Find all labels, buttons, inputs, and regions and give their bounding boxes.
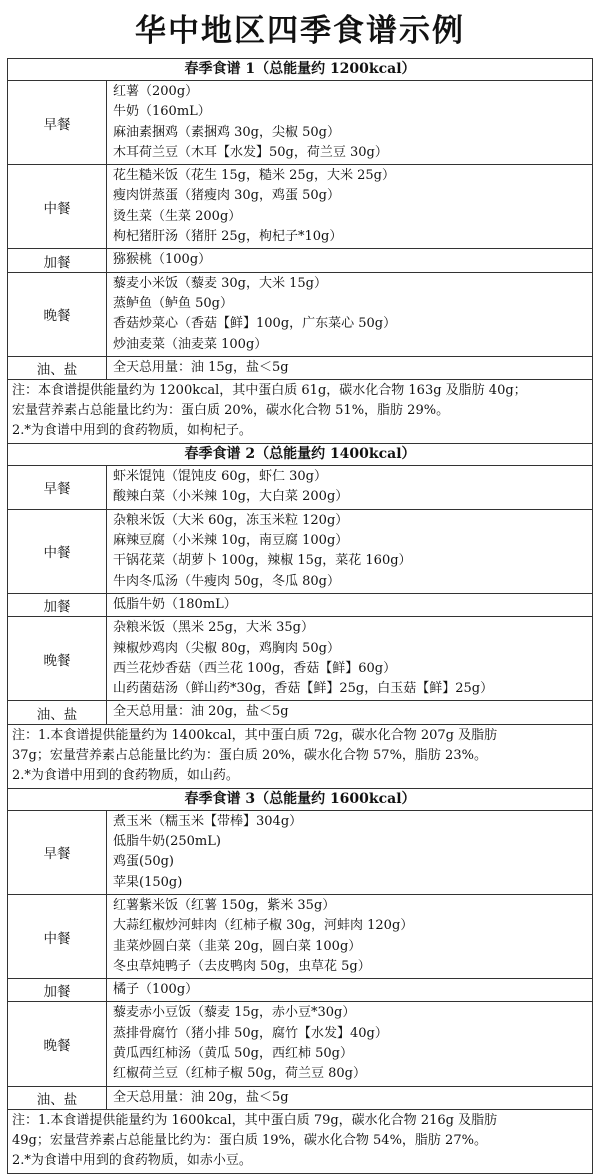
meal-items <box>107 249 593 272</box>
meal-item: 麻辣豆腐（小米辣 10g，南豆腐 100g） <box>113 533 349 549</box>
meal-item: 山药菌菇汤（鲜山药*30g，香菇【鲜】25g，白玉菇【鲜】25g） <box>113 681 494 697</box>
meal-items <box>107 81 593 165</box>
meal-item: 蒸排骨腐竹（猪小排 50g，腐竹【水发】40g） <box>113 1025 388 1041</box>
meal-item: 低脂牛奶(250mL) <box>113 834 221 850</box>
meal-row-snack <box>8 979 593 1002</box>
meal-items <box>107 272 593 356</box>
meal-name: 晚餐 <box>8 272 107 356</box>
meal-name: 油、盐 <box>8 1086 107 1109</box>
meal-row-oil-salt <box>8 356 593 379</box>
note-line: 注：1.本食谱提供能量约为 1600kcal，其中蛋白质 79g，碳水化合物 216g 及脂肪 <box>12 1112 498 1128</box>
meal-item: 全天总用量：油 15g，盐＜5g <box>113 359 289 375</box>
meal-item: 杂粮米饭（大米 60g，冻玉米粒 120g） <box>113 512 349 528</box>
meal-row-snack <box>8 249 593 272</box>
note-line: 2.*为食谱中用到的食药物质，如赤小豆。 <box>12 1152 252 1168</box>
meal-row-breakfast <box>8 81 593 165</box>
meal-row-dinner <box>8 1002 593 1086</box>
meal-item: 杂粮米饭（黑米 25g，大米 35g） <box>113 620 314 636</box>
meal-items <box>107 1086 593 1109</box>
meal-items <box>107 979 593 1002</box>
meal-item: 虾米馄饨（馄饨皮 60g，虾仁 30g） <box>113 469 327 485</box>
meal-item: 藜麦小米饭（藜麦 30g，大米 15g） <box>113 275 327 291</box>
meal-item: 酸辣白菜（小米辣 10g，大白菜 200g） <box>113 489 349 505</box>
note-line: 37g；宏量营养素占总能量比约为：蛋白质 20%，碳水化合物 57%，脂肪 23%。 <box>12 747 487 763</box>
section-title: 春季食谱 1（总能量约 1200kcal） <box>8 59 593 81</box>
note-line: 49g；宏量营养素占总能量比约为：蛋白质 19%，碳水化合物 54%，脂肪 27%。 <box>12 1132 487 1148</box>
meal-item: 干锅花菜（胡萝卜 100g，辣椒 15g，菜花 160g） <box>113 553 412 569</box>
meal-row-breakfast <box>8 466 593 510</box>
meal-name: 晚餐 <box>8 1002 107 1086</box>
meal-items <box>107 701 593 724</box>
meal-item: 牛奶（160mL） <box>113 104 211 120</box>
nutrition-note <box>8 380 593 444</box>
note-row <box>8 724 593 788</box>
recipe-table <box>7 58 593 1174</box>
meal-item: 红椒荷兰豆（红柿子椒 50g，荷兰豆 80g） <box>113 1066 366 1082</box>
meal-items <box>107 810 593 894</box>
meal-name: 油、盐 <box>8 701 107 724</box>
meal-name: 晚餐 <box>8 617 107 701</box>
meal-item: 鸡蛋(50g) <box>113 854 175 870</box>
meal-item: 低脂牛奶（180mL） <box>113 596 237 612</box>
meal-name: 中餐 <box>8 165 107 249</box>
meal-item: 苹果(150g) <box>113 874 183 890</box>
meal-row-breakfast <box>8 810 593 894</box>
meal-item: 木耳荷兰豆（木耳【水发】50g，荷兰豆 30g） <box>113 144 388 160</box>
meal-row-oil-salt <box>8 1086 593 1109</box>
note-row <box>8 380 593 444</box>
meal-items <box>107 356 593 379</box>
meal-item: 瘦肉饼蒸蛋（猪瘦肉 30g，鸡蛋 50g） <box>113 188 340 204</box>
meal-row-lunch <box>8 165 593 249</box>
meal-item: 香菇炒菜心（香菇【鲜】100g，广东菜心 50g） <box>113 316 397 332</box>
meal-item: 红薯紫米饭（红薯 150g，紫米 35g） <box>113 897 336 913</box>
section-title-row <box>8 788 593 810</box>
meal-item: 枸杞猪肝汤（猪肝 25g，枸杞子*10g） <box>113 229 343 245</box>
note-line: 注：本食谱提供能量约为 1200kcal，其中蛋白质 61g，碳水化合物 163g 及脂肪 40g； <box>12 383 527 399</box>
meal-row-lunch <box>8 509 593 593</box>
meal-name: 中餐 <box>8 894 107 978</box>
meal-name: 加餐 <box>8 593 107 616</box>
section-title: 春季食谱 3（总能量约 1600kcal） <box>8 788 593 810</box>
meal-row-oil-salt <box>8 701 593 724</box>
meal-item: 烫生菜（生菜 200g） <box>113 208 242 224</box>
meal-item: 全天总用量：油 20g，盐＜5g <box>113 1089 289 1105</box>
meal-item: 牛肉冬瓜汤（牛瘦肉 50g，冬瓜 80g） <box>113 573 340 589</box>
meal-row-lunch <box>8 894 593 978</box>
meal-items <box>107 1002 593 1086</box>
meal-item: 西兰花炒香菇（西兰花 100g，香菇【鲜】60g） <box>113 660 397 676</box>
meal-row-dinner <box>8 272 593 356</box>
meal-item: 红薯（200g） <box>113 84 199 99</box>
meal-item: 冬虫草炖鸭子（去皮鸭肉 50g，虫草花 5g） <box>113 958 371 974</box>
meal-item: 藜麦赤小豆饭（藜麦 15g，赤小豆*30g） <box>113 1005 356 1021</box>
recipe-table-body <box>8 59 593 1174</box>
nutrition-note <box>8 1109 593 1173</box>
meal-items <box>107 593 593 616</box>
meal-item: 橘子（100g） <box>113 982 199 998</box>
meal-item: 花生糙米饭（花生 15g，糙米 25g，大米 25g） <box>113 168 395 184</box>
meal-item: 大蒜红椒炒河蚌肉（红柿子椒 30g，河蚌肉 120g） <box>113 918 414 934</box>
meal-item: 辣椒炒鸡肉（尖椒 80g，鸡胸肉 50g） <box>113 640 340 656</box>
note-line: 2.*为食谱中用到的食药物质，如枸杞子。 <box>12 423 252 439</box>
page-title: 华中地区四季食谱示例 <box>135 13 465 49</box>
meal-name: 中餐 <box>8 509 107 593</box>
meal-items <box>107 509 593 593</box>
meal-items <box>107 466 593 510</box>
nutrition-note <box>8 724 593 788</box>
meal-items <box>107 617 593 701</box>
meal-row-snack <box>8 593 593 616</box>
meal-item: 黄瓜西红柿汤（黄瓜 50g，西红柿 50g） <box>113 1045 353 1061</box>
meal-item: 麻油素捆鸡（素捆鸡 30g，尖椒 50g） <box>113 124 340 140</box>
note-row <box>8 1109 593 1173</box>
meal-item: 煮玉米（糯玉米【带棒】304g） <box>113 813 303 829</box>
meal-name: 加餐 <box>8 249 107 272</box>
meal-name: 油、盐 <box>8 356 107 379</box>
meal-items <box>107 894 593 978</box>
note-line: 2.*为食谱中用到的食药物质，如山药。 <box>12 767 239 783</box>
note-line: 宏量营养素占总能量比约为：蛋白质 20%，碳水化合物 51%，脂肪 29%。 <box>12 403 450 419</box>
meal-name: 早餐 <box>8 466 107 510</box>
meal-name: 早餐 <box>8 81 107 165</box>
section-title-row <box>8 59 593 81</box>
meal-item: 蒸鲈鱼（鲈鱼 50g） <box>113 295 233 311</box>
meal-name: 加餐 <box>8 979 107 1002</box>
note-line: 注：1.本食谱提供能量约为 1400kcal，其中蛋白质 72g，碳水化合物 207g 及脂肪 <box>12 727 498 743</box>
section-title: 春季食谱 2（总能量约 1400kcal） <box>8 444 593 466</box>
meal-item: 猕猴桃（100g） <box>113 252 212 268</box>
meal-items <box>107 165 593 249</box>
section-title-row <box>8 444 593 466</box>
meal-row-dinner <box>8 617 593 701</box>
meal-item: 炒油麦菜（油麦菜 100g） <box>113 336 268 352</box>
meal-item: 全天总用量：油 20g，盐＜5g <box>113 704 289 720</box>
meal-name: 早餐 <box>8 810 107 894</box>
meal-item: 韭菜炒圆白菜（韭菜 20g，圆白菜 100g） <box>113 938 362 954</box>
